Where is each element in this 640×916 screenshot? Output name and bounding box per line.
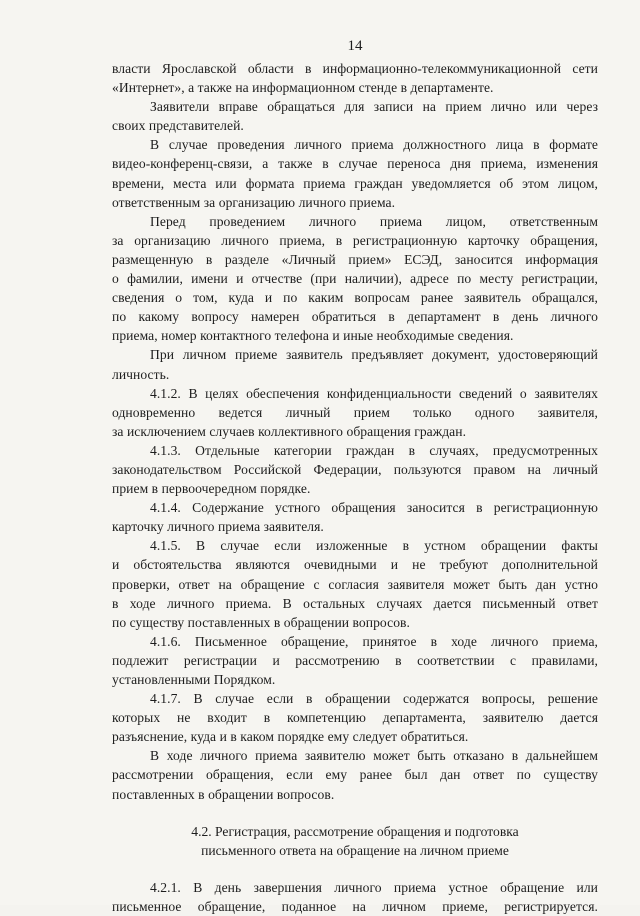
paragraph-4-1-3: [112, 441, 598, 498]
text-line: карточку личного приема заявителя.: [112, 519, 324, 535]
text-line: 4.1.3. Отдельные категории граждан в случаях, предусмотренных: [150, 442, 598, 458]
text-line: 4.1.5. В случае если изложенные в устном обращении факты: [150, 538, 598, 554]
text-line: личность.: [112, 366, 170, 382]
paragraph-4-1-7: [112, 689, 598, 746]
paragraph-applicants-right: [112, 97, 598, 135]
text-line: разъяснение, куда и в каком порядке ему следует обратиться.: [112, 729, 469, 745]
text-line: по существу поставленных в обращении вопросов.: [112, 614, 410, 630]
paragraph-4-1-5: [112, 536, 598, 631]
paragraph-identity-document: [112, 345, 598, 383]
text-line: и обстоятельства являются очевидными и не требуют дополнительной: [112, 557, 598, 573]
heading-line: 4.2. Регистрация, рассмотрение обращения и подготовка: [191, 823, 519, 839]
paragraph-4-2-1: [112, 878, 598, 916]
text-line: Заявители вправе обращаться для записи на прием лично или через: [150, 99, 598, 115]
paragraph-4-1-2: [112, 384, 598, 441]
text-line: законодательством Российской Федерации, пользуются правом на личный: [112, 461, 598, 477]
text-line: своих представителей.: [112, 118, 244, 134]
text-line: 4.2.1. В день завершения личного приема устное обращение или: [150, 879, 598, 895]
text-line: подлежит регистрации и рассмотрению в соответствии с правилами,: [112, 652, 598, 668]
text-line: ответственным за организацию личного приема.: [112, 194, 396, 210]
text-line: о фамилии, имени и отчестве (при наличии), адресе по месту регистрации,: [112, 271, 598, 287]
text-line: в ходе личного приема. В остальных случаях дается письменный ответ: [112, 595, 598, 611]
text-line: видео-конференц-связи, а также в случае переноса дня приема, изменения: [112, 156, 598, 172]
text-line: В ходе личного приема заявителю может быть отказано в дальнейшем: [150, 748, 598, 764]
paragraph-internet-info: [112, 59, 598, 97]
text-line: за организацию личного приема, в регистрационную карточку обращения,: [112, 232, 598, 248]
text-line: 4.1.4. Содержание устного обращения заносится в регистрационную: [150, 500, 598, 516]
text-line: одновременно ведется личный прием только одного заявителя,: [112, 404, 598, 420]
text-line: сведения о том, куда и по каким вопросам ранее заявитель обращался,: [112, 290, 598, 306]
text-line: При личном приеме заявитель предъявляет документ, удостоверяющий: [150, 347, 598, 363]
text-line: проверки, ответ на обращение с согласия заявителя может быть дан устно: [112, 576, 598, 592]
text-line: «Интернет», а также на информационном стенде в департаменте.: [112, 80, 494, 96]
text-line: поставленных в обращении вопросов.: [112, 786, 335, 802]
paragraph-4-1-6: [112, 632, 598, 689]
text-line: 4.1.6. Письменное обращение, принятое в ходе личного приема,: [150, 633, 598, 649]
text-line: власти Ярославской области в информационно-телекоммуникационной сети: [112, 61, 598, 76]
paragraph-before-reception: [112, 212, 598, 346]
text-line: установленными Порядком.: [112, 672, 276, 687]
text-line: по какому вопросу намерен обратиться в департамент в день личного: [112, 309, 598, 325]
text-line: размещенную в разделе «Личный прием» ЕСЭД, заносится информация: [112, 251, 598, 267]
paragraph-refusal: [112, 746, 598, 803]
text-line: прием в первоочередном порядке.: [112, 481, 311, 497]
text-line: рассмотрении обращения, если ему ранее был дан ответ по существу: [112, 767, 598, 783]
paragraph-video-conference: [112, 135, 598, 211]
page-number: 14: [347, 38, 363, 54]
text-line: Перед проведением личного приема лицом, ответственным: [150, 213, 598, 229]
text-line: В случае проведения личного приема должностного лица в формате: [150, 137, 598, 153]
text-line: времени, места или формата приема граждан уведомляется об этом лицом,: [112, 175, 598, 191]
section-heading-4-2: [112, 822, 598, 860]
text-line: за исключением случаев коллективного обращения граждан.: [112, 423, 467, 439]
text-line: письменное обращение, поданное на личном приеме, регистрируется.: [112, 898, 598, 914]
text-line: приема, номер контактного телефона и иные необходимые сведения.: [112, 328, 514, 344]
paragraph-4-1-4: [112, 498, 598, 536]
heading-line: письменного ответа на обращение на личном приеме: [201, 842, 509, 858]
text-line: 4.1.7. В случае если в обращении содержатся вопросы, решение: [150, 691, 598, 707]
text-line: 4.1.2. В целях обеспечения конфиденциальности сведений о заявителях: [150, 385, 598, 401]
text-line: которых не входит в компетенцию департамента, заявителю дается: [112, 710, 598, 726]
